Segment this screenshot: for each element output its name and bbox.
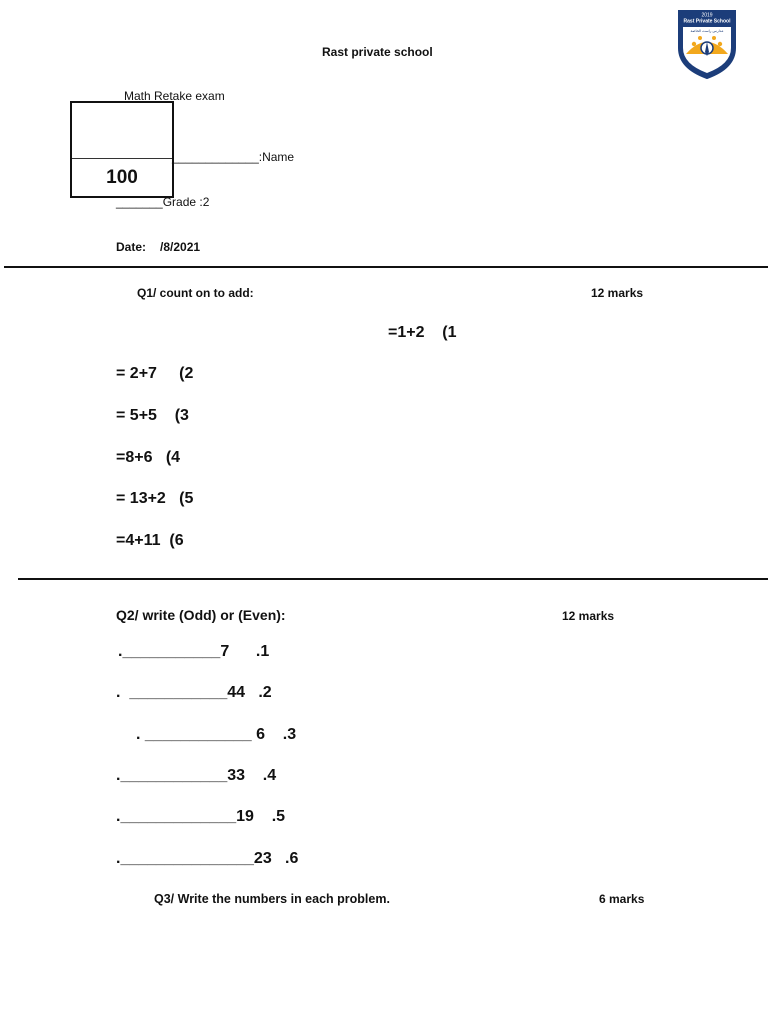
score-total: 100: [106, 167, 138, 188]
q1-title: Q1/ count on to add:: [137, 286, 254, 300]
q2-item-1: .___________7 .1: [118, 643, 270, 660]
date-label: Date:: [116, 240, 147, 254]
q1-item-6: =4+11 (6: [116, 532, 184, 549]
q1-marks: 12 marks: [591, 286, 644, 300]
grade-field: _______Grade :2: [116, 195, 210, 209]
q2-marks: 12 marks: [562, 609, 615, 623]
q1-item-4: =8+6 (4: [116, 449, 181, 466]
q1-item-1: =1+2 (1: [388, 324, 457, 341]
q2-item-4: .____________33 .4: [116, 767, 277, 784]
q2-item-5: ._____________19 .5: [116, 808, 286, 825]
score-box-divider: [72, 158, 172, 159]
q2-title: Q2/ write (Odd) or (Even):: [116, 607, 286, 623]
q3-marks: 6 marks: [599, 892, 645, 906]
logo-year: 2019: [701, 12, 713, 19]
q1-item-3: = 5+5 (3: [116, 407, 189, 424]
divider-line-2: [18, 578, 768, 580]
q2-item-2: . ___________44 .2: [116, 684, 272, 701]
q2-item-3: . ____________ 6 .3: [136, 726, 297, 743]
score-box: [70, 101, 174, 198]
q1-item-5: = 13+2 (5: [116, 490, 194, 507]
logo-arabic: مدارس راست الخاصة: [690, 29, 724, 33]
logo-name: Rast Private School: [683, 18, 731, 25]
q2-item-6: ._______________23 .6: [116, 850, 299, 867]
divider-line-1: [4, 266, 768, 268]
date-value: /8/2021: [160, 240, 201, 254]
exam-title: Math Retake exam: [124, 89, 225, 103]
school-crest-icon: [676, 8, 738, 80]
school-name: Rast private school: [322, 45, 433, 59]
q1-item-2: = 2+7 (2: [116, 365, 194, 382]
name-field: _____________:Name: [172, 150, 295, 164]
q3-title: Q3/ Write the numbers in each problem.: [154, 892, 390, 906]
